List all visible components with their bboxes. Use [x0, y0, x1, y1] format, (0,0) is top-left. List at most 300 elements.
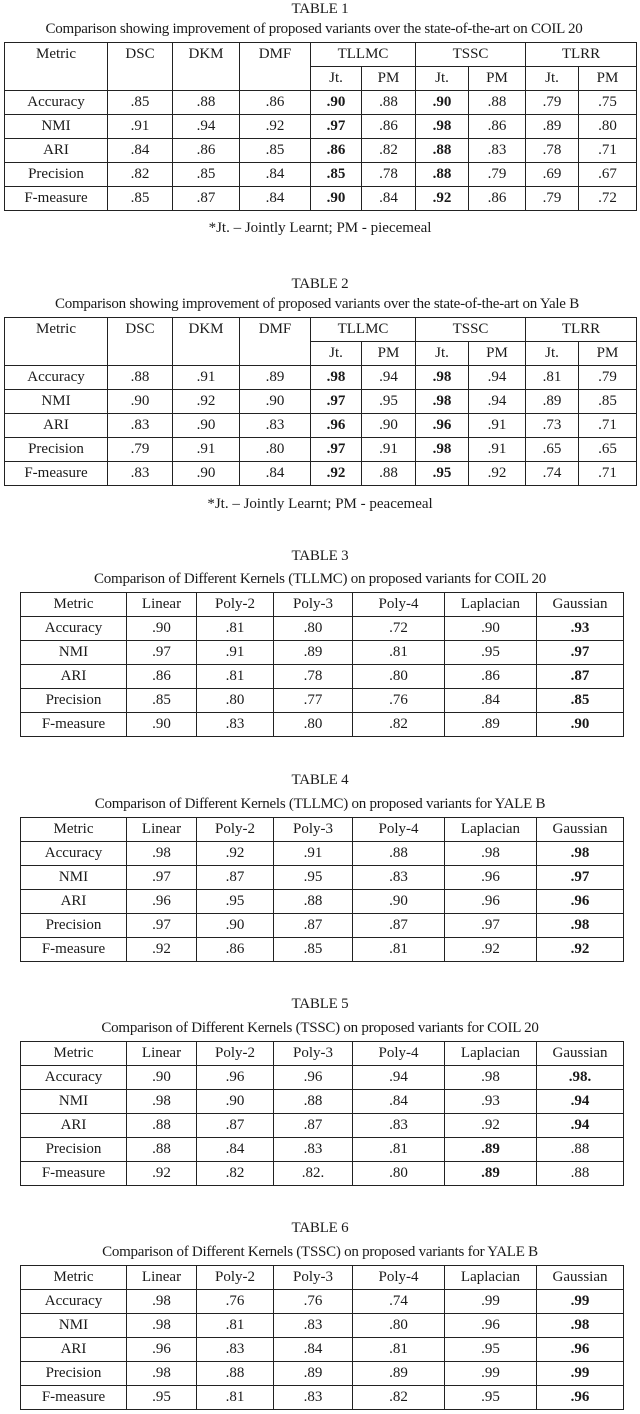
value-cell: .96	[197, 1066, 274, 1090]
value-cell: .77	[274, 689, 353, 713]
value-cell: .85	[127, 689, 197, 713]
table-row	[5, 163, 637, 187]
value-cell: .92	[240, 115, 311, 139]
value-cell: .88	[416, 163, 469, 187]
value-cell: .91	[108, 115, 173, 139]
value-cell: .86	[173, 139, 240, 163]
value-cell: .91	[197, 641, 274, 665]
value-cell: .90	[173, 462, 240, 486]
table-row	[21, 617, 624, 641]
value-cell: .72	[353, 617, 445, 641]
value-cell: .85	[537, 689, 624, 713]
header-poly-2: Poly-2	[197, 1266, 274, 1290]
value-cell: .88	[173, 91, 240, 115]
table-1	[4, 42, 637, 211]
value-cell: .82.	[274, 1162, 353, 1186]
value-cell: .80	[353, 1162, 445, 1186]
value-cell: .97	[311, 438, 362, 462]
value-cell: .90	[353, 890, 445, 914]
header-poly-4: Poly-4	[353, 1042, 445, 1066]
header-poly-4: Poly-4	[353, 1266, 445, 1290]
value-cell: .98	[445, 842, 537, 866]
header-dsc: DSC	[108, 43, 173, 91]
value-cell: .94	[469, 366, 526, 390]
value-cell: .96	[416, 414, 469, 438]
value-cell: .81	[353, 641, 445, 665]
value-cell: .82	[108, 163, 173, 187]
value-cell: .76	[197, 1290, 274, 1314]
value-cell: .91	[274, 842, 353, 866]
value-cell: .87	[274, 1114, 353, 1138]
value-cell: .90	[311, 91, 362, 115]
value-cell: .82	[197, 1162, 274, 1186]
header-dkm: DKM	[173, 318, 240, 366]
table-2-label: TABLE 2	[291, 276, 349, 292]
header-metric: Metric	[21, 1266, 127, 1290]
metric-cell: Precision	[21, 689, 127, 713]
value-cell: .89	[445, 1162, 537, 1186]
value-cell: .83	[197, 1338, 274, 1362]
header-dmf: DMF	[240, 318, 311, 366]
value-cell: .86	[362, 115, 416, 139]
table-5-caption: Comparison of Different Kernels (TSSC) on proposed variants for COIL 20	[101, 1020, 539, 1036]
table-6-header-row	[21, 1266, 624, 1290]
value-cell: .80	[197, 689, 274, 713]
value-cell: .79	[526, 187, 579, 211]
value-cell: .81	[526, 366, 579, 390]
header-poly-2: Poly-2	[197, 818, 274, 842]
metric-cell: Accuracy	[5, 366, 108, 390]
value-cell: .89	[445, 1138, 537, 1162]
value-cell: .88	[469, 91, 526, 115]
value-cell: .86	[197, 938, 274, 962]
value-cell: .90	[311, 187, 362, 211]
header-laplacian: Laplacian	[445, 818, 537, 842]
value-cell: .83	[274, 1138, 353, 1162]
value-cell: .98	[537, 842, 624, 866]
value-cell: .99	[445, 1290, 537, 1314]
value-cell: .78	[362, 163, 416, 187]
table-5-header-row	[21, 1042, 624, 1066]
value-cell: .79	[108, 438, 173, 462]
metric-cell: F-measure	[21, 938, 127, 962]
value-cell: .88	[353, 842, 445, 866]
table-row	[21, 914, 624, 938]
header-tssc: TSSC	[416, 318, 526, 342]
subheader-tssc-jt: Jt.	[416, 67, 469, 91]
value-cell: .96	[445, 890, 537, 914]
header-dsc: DSC	[108, 318, 173, 366]
value-cell: .90	[362, 414, 416, 438]
table-3-caption: Comparison of Different Kernels (TLLMC) on proposed variants for COIL 20	[94, 571, 546, 587]
value-cell: .98.	[537, 1066, 624, 1090]
table-6-body	[21, 1290, 624, 1410]
table-5-body	[21, 1066, 624, 1186]
value-cell: .91	[469, 438, 526, 462]
value-cell: .92	[311, 462, 362, 486]
value-cell: .82	[353, 1386, 445, 1410]
table-1-caption: Comparison showing improvement of proposed variants over the state-of-the-art on COIL 20	[45, 21, 583, 37]
value-cell: .84	[274, 1338, 353, 1362]
value-cell: .98	[127, 1290, 197, 1314]
value-cell: .97	[127, 914, 197, 938]
table-6-caption: Comparison of Different Kernels (TSSC) on proposed variants for YALE B	[102, 1244, 538, 1260]
value-cell: .89	[526, 390, 579, 414]
header-tllmc: TLLMC	[311, 43, 416, 67]
table-row	[21, 938, 624, 962]
value-cell: .98	[416, 366, 469, 390]
table-2-header-row	[5, 318, 637, 342]
metric-cell: F-measure	[21, 1162, 127, 1186]
header-poly-3: Poly-3	[274, 1266, 353, 1290]
value-cell: .95	[445, 1386, 537, 1410]
value-cell: .80	[353, 665, 445, 689]
metric-cell: ARI	[5, 414, 108, 438]
table-row	[5, 91, 637, 115]
table-row	[5, 414, 637, 438]
header-gaussian: Gaussian	[537, 1266, 624, 1290]
value-cell: .69	[526, 163, 579, 187]
value-cell: .79	[526, 91, 579, 115]
table-5-label: TABLE 5	[291, 996, 349, 1012]
value-cell: .96	[127, 1338, 197, 1362]
header-laplacian: Laplacian	[445, 1042, 537, 1066]
value-cell: .92	[416, 187, 469, 211]
value-cell: .90	[445, 617, 537, 641]
value-cell: .85	[108, 187, 173, 211]
header-poly-3: Poly-3	[274, 1042, 353, 1066]
header-metric: Metric	[21, 818, 127, 842]
value-cell: .96	[274, 1066, 353, 1090]
metric-cell: F-measure	[21, 713, 127, 737]
header-metric: Metric	[5, 43, 108, 91]
header-tlrr: TLRR	[526, 43, 637, 67]
metric-cell: Accuracy	[5, 91, 108, 115]
header-linear: Linear	[127, 593, 197, 617]
table-row	[5, 390, 637, 414]
value-cell: .81	[197, 1314, 274, 1338]
value-cell: .80	[274, 713, 353, 737]
value-cell: .91	[469, 414, 526, 438]
metric-cell: Accuracy	[21, 1290, 127, 1314]
value-cell: .88	[127, 1114, 197, 1138]
subheader-tllmc-jt: Jt.	[311, 67, 362, 91]
value-cell: .87	[197, 866, 274, 890]
value-cell: .96	[311, 414, 362, 438]
metric-cell: NMI	[21, 1090, 127, 1114]
value-cell: .96	[445, 866, 537, 890]
value-cell: .98	[445, 1066, 537, 1090]
value-cell: .99	[445, 1362, 537, 1386]
value-cell: .81	[353, 1138, 445, 1162]
table-3-header-row	[21, 593, 624, 617]
value-cell: .89	[353, 1362, 445, 1386]
table-row	[21, 1090, 624, 1114]
value-cell: .73	[526, 414, 579, 438]
value-cell: .96	[537, 1338, 624, 1362]
table-6-label: TABLE 6	[291, 1220, 349, 1236]
subheader-tllmc-pm: PM	[362, 342, 416, 366]
value-cell: .84	[197, 1138, 274, 1162]
table-row	[21, 1386, 624, 1410]
metric-cell: Accuracy	[21, 617, 127, 641]
value-cell: .97	[445, 914, 537, 938]
table-row	[21, 641, 624, 665]
value-cell: .90	[416, 91, 469, 115]
value-cell: .65	[579, 438, 637, 462]
value-cell: .84	[445, 689, 537, 713]
value-cell: .94	[469, 390, 526, 414]
value-cell: .87	[197, 1114, 274, 1138]
value-cell: .83	[240, 414, 311, 438]
value-cell: .88	[127, 1138, 197, 1162]
header-dkm: DKM	[173, 43, 240, 91]
header-tssc: TSSC	[416, 43, 526, 67]
value-cell: .95	[445, 641, 537, 665]
value-cell: .65	[526, 438, 579, 462]
value-cell: .98	[537, 1314, 624, 1338]
table-row	[21, 1362, 624, 1386]
value-cell: .94	[537, 1090, 624, 1114]
value-cell: .79	[469, 163, 526, 187]
value-cell: .85	[173, 163, 240, 187]
value-cell: .86	[240, 91, 311, 115]
table-4	[20, 817, 624, 962]
value-cell: .90	[240, 390, 311, 414]
value-cell: .98	[537, 914, 624, 938]
table-row	[21, 866, 624, 890]
value-cell: .94	[362, 366, 416, 390]
table-row	[5, 366, 637, 390]
value-cell: .89	[274, 1362, 353, 1386]
value-cell: .67	[579, 163, 637, 187]
metric-cell: Precision	[5, 163, 108, 187]
value-cell: .90	[173, 414, 240, 438]
subheader-tssc-pm: PM	[469, 342, 526, 366]
header-poly-2: Poly-2	[197, 1042, 274, 1066]
value-cell: .88	[537, 1138, 624, 1162]
value-cell: .85	[311, 163, 362, 187]
value-cell: .75	[579, 91, 637, 115]
value-cell: .96	[445, 1314, 537, 1338]
value-cell: .78	[274, 665, 353, 689]
value-cell: .83	[108, 462, 173, 486]
value-cell: .83	[108, 414, 173, 438]
header-tlrr: TLRR	[526, 318, 637, 342]
table-row	[21, 689, 624, 713]
value-cell: .95	[445, 1338, 537, 1362]
header-metric: Metric	[21, 1042, 127, 1066]
value-cell: .79	[579, 366, 637, 390]
table-4-label: TABLE 4	[291, 772, 349, 788]
value-cell: .84	[240, 163, 311, 187]
subheader-tllmc-jt: Jt.	[311, 342, 362, 366]
value-cell: .98	[416, 390, 469, 414]
header-gaussian: Gaussian	[537, 1042, 624, 1066]
value-cell: .98	[311, 366, 362, 390]
subheader-tllmc-pm: PM	[362, 67, 416, 91]
table-1-footnote: *Jt. – Jointly Learnt; PM - piecemeal	[208, 220, 432, 236]
header-metric: Metric	[5, 318, 108, 366]
value-cell: .88	[197, 1362, 274, 1386]
value-cell: .80	[274, 617, 353, 641]
value-cell: .76	[274, 1290, 353, 1314]
value-cell: .98	[416, 438, 469, 462]
table-row	[21, 890, 624, 914]
value-cell: .74	[526, 462, 579, 486]
value-cell: .97	[127, 641, 197, 665]
value-cell: .97	[311, 390, 362, 414]
value-cell: .95	[197, 890, 274, 914]
metric-cell: NMI	[5, 390, 108, 414]
value-cell: .99	[537, 1290, 624, 1314]
value-cell: .88	[274, 890, 353, 914]
value-cell: .96	[127, 890, 197, 914]
value-cell: .91	[362, 438, 416, 462]
header-tllmc: TLLMC	[311, 318, 416, 342]
value-cell: .83	[274, 1386, 353, 1410]
metric-cell: ARI	[21, 890, 127, 914]
table-row	[21, 713, 624, 737]
value-cell: .80	[240, 438, 311, 462]
value-cell: .84	[353, 1090, 445, 1114]
value-cell: .92	[469, 462, 526, 486]
value-cell: .98	[127, 842, 197, 866]
header-laplacian: Laplacian	[445, 1266, 537, 1290]
value-cell: .89	[274, 641, 353, 665]
header-poly-3: Poly-3	[274, 593, 353, 617]
subheader-tlrr-jt: Jt.	[526, 342, 579, 366]
value-cell: .84	[108, 139, 173, 163]
metric-cell: F-measure	[5, 187, 108, 211]
table-2-footnote: *Jt. – Jointly Learnt; PM - peacemeal	[207, 496, 433, 512]
value-cell: .98	[127, 1362, 197, 1386]
header-poly-3: Poly-3	[274, 818, 353, 842]
value-cell: .81	[197, 665, 274, 689]
metric-cell: ARI	[21, 1338, 127, 1362]
subheader-tlrr-jt: Jt.	[526, 67, 579, 91]
metric-cell: Precision	[21, 914, 127, 938]
value-cell: .81	[197, 617, 274, 641]
value-cell: .83	[469, 139, 526, 163]
value-cell: .85	[274, 938, 353, 962]
subheader-tssc-pm: PM	[469, 67, 526, 91]
value-cell: .88	[362, 462, 416, 486]
value-cell: .87	[353, 914, 445, 938]
table-row	[5, 462, 637, 486]
value-cell: .86	[127, 665, 197, 689]
table-row	[5, 139, 637, 163]
value-cell: .89	[240, 366, 311, 390]
value-cell: .80	[353, 1314, 445, 1338]
value-cell: .90	[127, 1066, 197, 1090]
value-cell: .96	[537, 1386, 624, 1410]
table-row	[21, 1066, 624, 1090]
value-cell: .81	[197, 1386, 274, 1410]
header-linear: Linear	[127, 1042, 197, 1066]
metric-cell: ARI	[5, 139, 108, 163]
table-2	[4, 317, 637, 486]
value-cell: .90	[197, 1090, 274, 1114]
value-cell: .78	[526, 139, 579, 163]
value-cell: .83	[353, 866, 445, 890]
table-row	[21, 1114, 624, 1138]
value-cell: .83	[274, 1314, 353, 1338]
value-cell: .92	[445, 938, 537, 962]
table-row	[21, 1314, 624, 1338]
metric-cell: ARI	[21, 1114, 127, 1138]
value-cell: .89	[445, 713, 537, 737]
value-cell: .86	[469, 187, 526, 211]
metric-cell: NMI	[21, 1314, 127, 1338]
value-cell: .89	[526, 115, 579, 139]
table-1-body	[5, 91, 637, 211]
metric-cell: F-measure	[21, 1386, 127, 1410]
value-cell: .95	[416, 462, 469, 486]
value-cell: .74	[353, 1290, 445, 1314]
value-cell: .71	[579, 414, 637, 438]
value-cell: .88	[108, 366, 173, 390]
header-gaussian: Gaussian	[537, 818, 624, 842]
table-row	[21, 665, 624, 689]
table-4-body	[21, 842, 624, 962]
table-row	[5, 187, 637, 211]
metric-cell: Precision	[5, 438, 108, 462]
value-cell: .90	[127, 617, 197, 641]
table-6	[20, 1265, 624, 1410]
value-cell: .76	[353, 689, 445, 713]
metric-cell: NMI	[21, 866, 127, 890]
table-2-body	[5, 366, 637, 486]
table-row	[5, 438, 637, 462]
value-cell: .93	[445, 1090, 537, 1114]
value-cell: .97	[537, 866, 624, 890]
value-cell: .83	[353, 1114, 445, 1138]
table-3-label: TABLE 3	[291, 548, 349, 564]
subheader-tssc-jt: Jt.	[416, 342, 469, 366]
value-cell: .98	[127, 1090, 197, 1114]
value-cell: .88	[416, 139, 469, 163]
table-3-body	[21, 617, 624, 737]
value-cell: .71	[579, 139, 637, 163]
value-cell: .87	[537, 665, 624, 689]
value-cell: .86	[311, 139, 362, 163]
header-laplacian: Laplacian	[445, 593, 537, 617]
metric-cell: Precision	[21, 1138, 127, 1162]
table-row	[21, 1290, 624, 1314]
header-poly-2: Poly-2	[197, 593, 274, 617]
value-cell: .95	[274, 866, 353, 890]
value-cell: .97	[311, 115, 362, 139]
value-cell: .82	[353, 713, 445, 737]
value-cell: .93	[537, 617, 624, 641]
value-cell: .85	[240, 139, 311, 163]
value-cell: .94	[537, 1114, 624, 1138]
value-cell: .98	[127, 1314, 197, 1338]
value-cell: .90	[537, 713, 624, 737]
value-cell: .91	[173, 366, 240, 390]
value-cell: .92	[537, 938, 624, 962]
header-linear: Linear	[127, 1266, 197, 1290]
header-linear: Linear	[127, 818, 197, 842]
value-cell: .71	[579, 462, 637, 486]
metric-cell: Precision	[21, 1362, 127, 1386]
value-cell: .85	[579, 390, 637, 414]
table-2-caption: Comparison showing improvement of proposed variants over the state-of-the-art on Yale B	[55, 296, 579, 312]
value-cell: .86	[469, 115, 526, 139]
value-cell: .88	[362, 91, 416, 115]
table-row	[21, 1338, 624, 1362]
